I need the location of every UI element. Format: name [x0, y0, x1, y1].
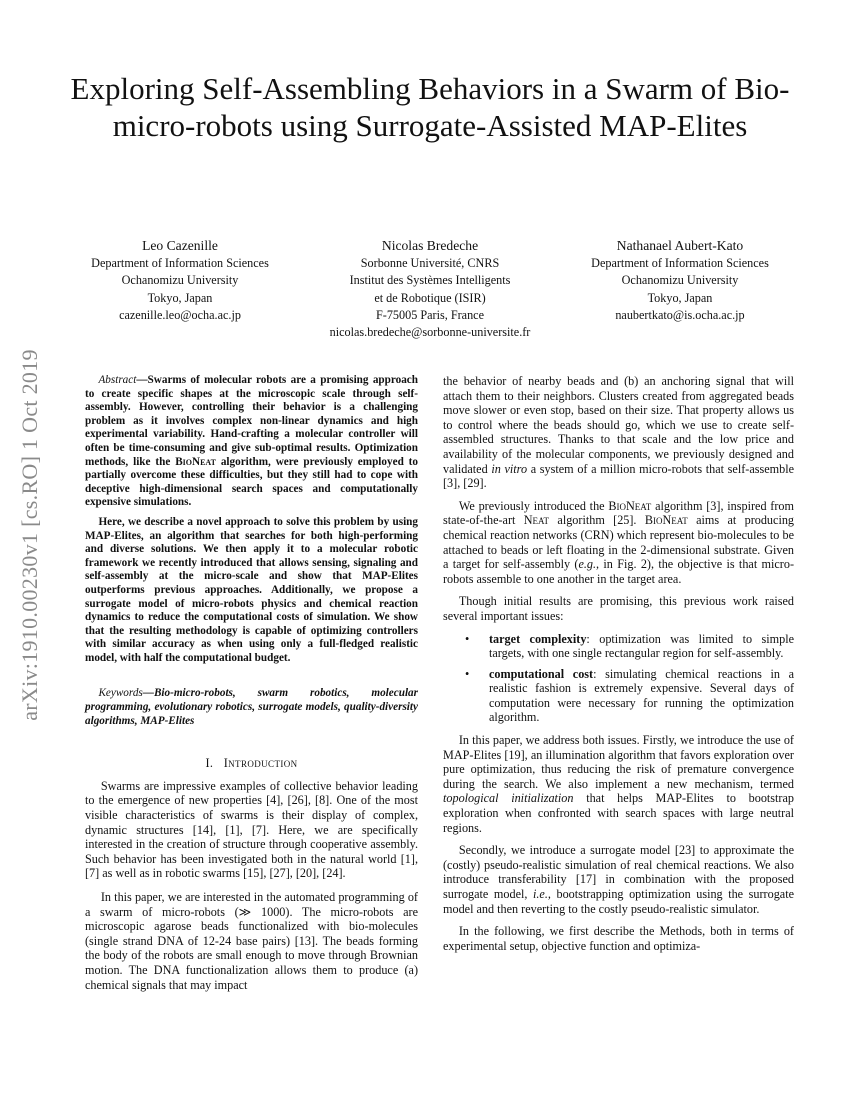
- section-heading: I. Introduction: [205, 756, 298, 771]
- list-item: • computational cost: simulating chemical reactions in a realistic fashion is extremely expensive. Several days of computation were necessary for running the optimization algorithm.: [465, 666, 794, 725]
- author-email: cazenille.leo@ocha.ac.jp: [119, 307, 241, 322]
- author-affiliation: Ochanomizu University: [621, 273, 739, 288]
- author-name: Nicolas Bredeche: [381, 238, 479, 253]
- bullet-icon: •: [465, 631, 470, 646]
- author-2: [305, 236, 555, 341]
- author-affiliation: et de Robotique (ISIR): [374, 290, 486, 305]
- author-affiliation: Institut des Systèmes Intelligents: [349, 273, 511, 288]
- left-column: [85, 374, 418, 992]
- list-item: • target complexity: optimization was limited to simple targets, with one single rectangular region for self-assembly.: [465, 631, 794, 661]
- bullet-icon: •: [465, 666, 470, 681]
- keywords: Keywords—Bio-micro-robots, swarm robotics, molecular programming, evolutionary robotics, surrogate models, quality-diversity algorithms, MAP-Elites: [85, 687, 418, 727]
- author-affiliation: Tokyo, Japan: [647, 290, 713, 305]
- author-name: Nathanael Aubert-Kato: [616, 238, 744, 253]
- arxiv-stamp: [10, 300, 50, 770]
- author-1: [60, 236, 300, 324]
- author-affiliation: F-75005 Paris, France: [376, 307, 484, 322]
- author-affiliation: Department of Information Sciences: [91, 256, 269, 270]
- author-affiliation: Department of Information Sciences: [591, 256, 769, 270]
- arxiv-stamp-text: arXiv:1910.00230v1 [cs.RO] 1 Oct 2019: [17, 349, 42, 721]
- author-affiliation: Sorbonne Université, CNRS: [360, 256, 500, 270]
- issue-list: [443, 632, 794, 726]
- author-name: Leo Cazenille: [142, 238, 218, 253]
- author-email: naubertkato@is.ocha.ac.jp: [615, 307, 745, 322]
- intro-paragraph: Swarms are impressive examples of collective behavior leading to the emergence of new properties [4], [26], [8]. One of the most visible characteristics of swarms is their display of complex, dynamic structures [14], [1], [7]. Here, we are specifically interested in the creation of structure through cooperative assembly. Such behavior has been investigated both in the natural world [1], [7] as well as in robotic swarms [15], [27], [20], [24].: [85, 778, 418, 881]
- author-affiliation: Tokyo, Japan: [147, 290, 213, 305]
- abstract-lead: Abstract: [98, 374, 137, 386]
- intro-paragraph: In this paper, we are interested in the automated programming of a swarm of micro-robots (≫ 1000). The micro-robots are microscopic agarose beads functionalized with bio-molecules (single strand DNA of 12-24 base pairs) [13]. The beads forming the body of the robots are small enough to move through Brownian motion. The DNA functionalization allows them to produce (a) chemical signals that may impact: [85, 890, 418, 992]
- body-paragraph: We previously introduced the BioNeat algorithm [3], inspired from state-of-the-art Neat algorithm [25]. BioNeat aims at producing chemical reaction networks (CRN) which represent bio-molecules to be attached to beads or left floating in the 2-dimensional substrate. Given a target for self-assembly (e.g., in Fig. 2), the objective is that micro-robots assemble to one another in the target area.: [443, 498, 795, 586]
- body-paragraph: Secondly, we introduce a surrogate model [23] to approximate the (costly) pseudo-realistic simulation of real chemical reactions. We also introduce transferability [17] in combination with the proposed surrogate model, i.e., bootstrapping optimization using the surrogate model and then reverting to the costly pseudo-realistic simulator.: [443, 843, 795, 916]
- right-column: [443, 374, 794, 953]
- body-paragraph: In this paper, we address both issues. Firstly, we introduce the use of MAP-Elites [19], an illumination algorithm that favors exploration over pure optimization, thus reducing the risk of premature convergence during the search. We also implement a new mechanism, termed topological initialization that helps MAP-Elites to bootstrap exploration when confronted with search spaces with large neutral regions.: [443, 733, 794, 835]
- abstract-paragraph: Here, we describe a novel approach to solve this problem by using MAP-Elites, an algorithm that searches for both high-performing and diverse solutions. We then apply it to a molecular robotic framework we recently introduced that allows sensing, signaling and self-assembly at the micro-scale and show that MAP-Elites outperforms previous approaches. Additionally, we propose a surrogate model of micro-robots physics and chemical reaction dynamics to reduce the computational costs of simulation. We show that the resulting methodology is capable of optimizing controllers with similar accuracy as when using only a full-fledged realistic model, with half the computational budget.: [85, 515, 418, 664]
- author-email: nicolas.bredeche@sorbonne-universite.fr: [329, 325, 531, 340]
- author-affiliation: Ochanomizu University: [121, 273, 239, 288]
- body-paragraph: In the following, we first describe the Methods, both in terms of experimental setup, objective function and optimiza-: [443, 924, 794, 953]
- paper-title: Exploring Self-Assembling Behaviors in a Swarm of Bio-micro-robots using Surrogate-Assisted MAP-Elites: [70, 71, 790, 143]
- author-3: [560, 236, 800, 324]
- body-paragraph: the behavior of nearby beads and (b) an anchoring signal that will attach them to their neighbors. Clusters created from aggregated beads move slower or even stop, based on their size. That property allows us to control where the beads should go, which we use to create self-assembled structures. Thanks to that scale and the low price and availability of the molecular components, we previously designed and validated in vitro a system of a million micro-robots that self-assemble [3], [29].: [443, 374, 795, 491]
- body-paragraph: Though initial results are promising, this previous work raised several important issues:: [443, 594, 794, 623]
- abstract-paragraph: Abstract—Swarms of molecular robots are a promising approach to create specific shapes at the microscopic scale through self-assembly. However, controlling their behavior is a challenging problem as it involves complex non-linear dynamics and high experimental variability. Hand-crafting a molecular controller will often be time-consuming and give sub-optimal results. Optimization methods, like the BioNeat algorithm, were previously employed to partially overcome these difficulties, but they still had to cope with deceptive high-dimensional search spaces and computationally expensive simulations.: [85, 374, 419, 509]
